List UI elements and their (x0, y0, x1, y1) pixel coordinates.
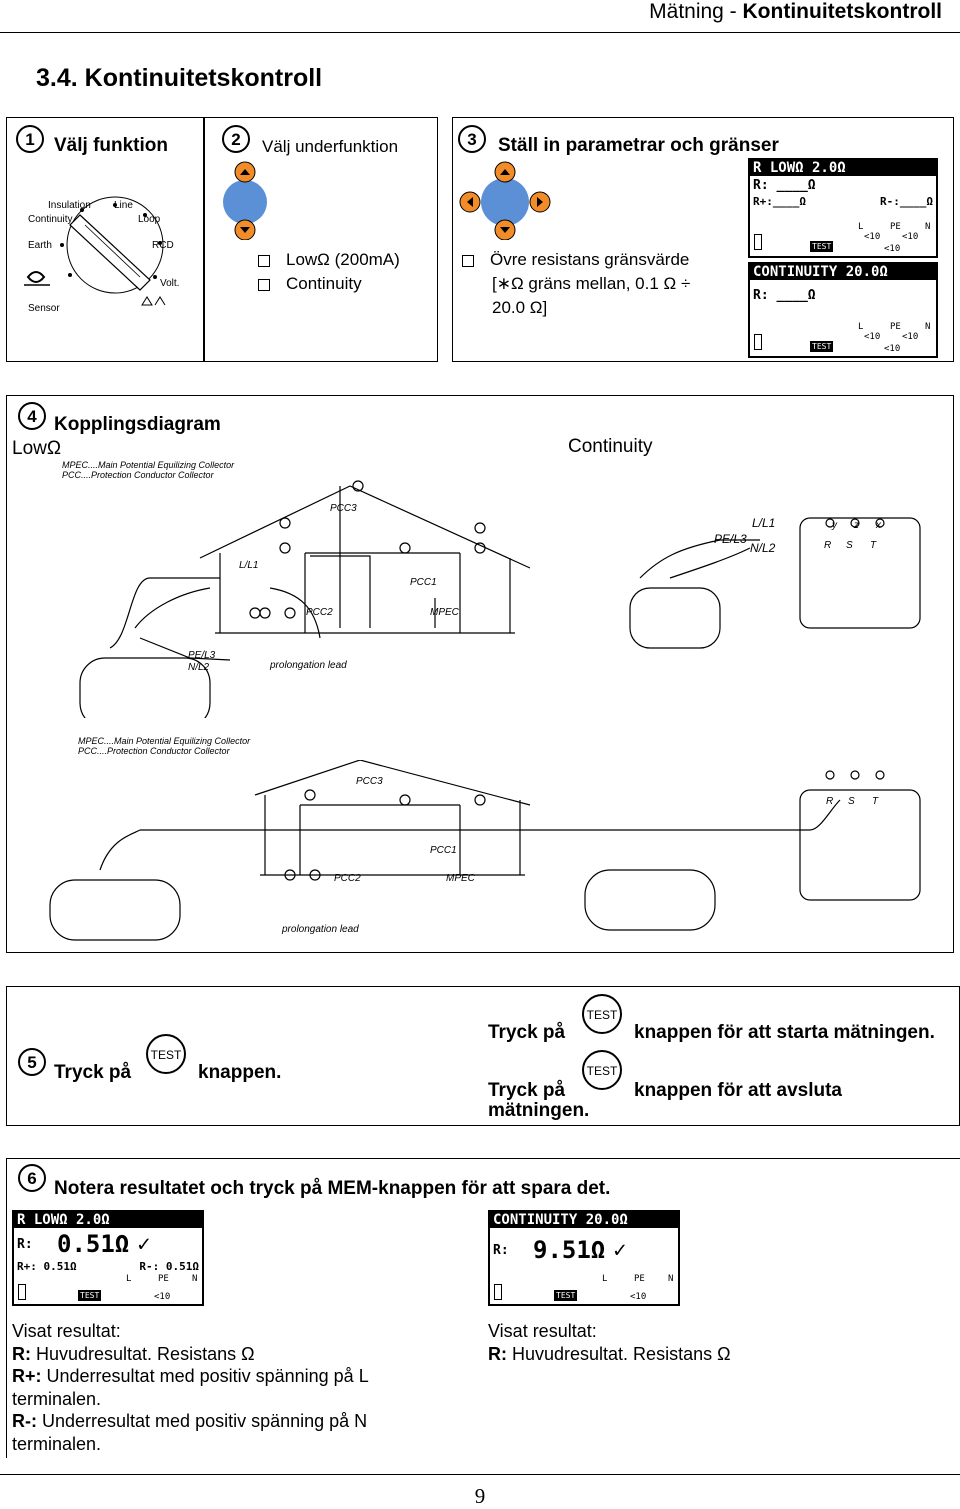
pcc2-label-2: PCC2 (334, 873, 361, 884)
pcc2-label: PCC2 (306, 607, 333, 618)
motor-pe-l3-label: PE/L3 (714, 532, 747, 546)
lcd-pe-label: PE (634, 1274, 645, 1284)
wiring-diagram-lower (40, 760, 940, 945)
prolongation-lead-label: prolongation lead (270, 660, 347, 671)
step1-number: 1 (16, 125, 44, 153)
step5-stop-a: Tryck på (488, 1080, 566, 1101)
left-text-rplus-label: R+: (12, 1366, 42, 1386)
step4-title: Kopplingsdiagram (54, 414, 221, 435)
left-text-line1: Visat resultat: (12, 1321, 121, 1341)
checkbox-icon (258, 255, 270, 267)
lcd-continuity-setup (748, 262, 938, 358)
dial-label-rcd: RCD (152, 240, 174, 251)
battery-icon (754, 234, 762, 250)
l-l1-label: L/L1 (239, 560, 259, 571)
motor-z-label: z (854, 520, 859, 531)
lcd-l-label: L (602, 1274, 608, 1284)
cross-keypad-icon (455, 160, 555, 240)
section-title: 3.4. Kontinuitetskontroll (36, 64, 323, 92)
motor-s-label: S (846, 540, 853, 551)
motor-y-label: y (832, 520, 837, 531)
battery-icon (754, 334, 762, 350)
step5-button-label: knappen. (198, 1062, 282, 1083)
lcd-limit: <10 (154, 1292, 171, 1302)
step2-option-lowohm[interactable]: LowΩ (200mA) (258, 250, 400, 270)
cross-keypad[interactable] (455, 160, 555, 240)
lcd-limit2: <10 (902, 332, 919, 342)
lcd-limit3: <10 (884, 244, 901, 254)
battery-icon (494, 1284, 502, 1300)
legend-mpec: MPEC....Main Potential Equilizing Collector (62, 460, 235, 470)
lcd-n-label: N (668, 1274, 674, 1284)
header-prefix: Mätning - (649, 0, 743, 23)
lcd-title-bar: R LOWΩ 2.0Ω (14, 1212, 202, 1228)
step3-desc-line3: 20.0 Ω] (492, 298, 548, 317)
lcd-title-bar: R LOWΩ 2.0Ω (750, 160, 936, 176)
left-text-r-label: R: (12, 1343, 31, 1364)
lcd-r-value: 9.51Ω (533, 1236, 606, 1264)
motor-x-label: x (876, 520, 881, 531)
step2-option-continuity[interactable]: Continuity (258, 274, 362, 294)
lcd-limit3: <10 (884, 344, 901, 354)
pcc1-label-2: PCC1 (430, 845, 457, 856)
motor-n-l2-label: N/L2 (750, 541, 776, 555)
step5-stop-c: mätningen. (488, 1100, 590, 1121)
header-title: Kontinuitetskontroll (742, 0, 942, 23)
step6-title: Notera resultatet och tryck på MEM-knappen för att spara det. (54, 1178, 611, 1199)
mpec-label-2: MPEC (446, 873, 475, 884)
step1-title: Välj funktion (54, 135, 168, 156)
lcd-limit: <10 (630, 1292, 647, 1302)
pcc3-label: PCC3 (330, 503, 357, 514)
header-divider (0, 32, 960, 33)
lcd-result-lowohm (12, 1210, 204, 1306)
left-text-rplus-desc: Underresultat med positiv spänning på L (41, 1366, 369, 1386)
lcd-n-label: N (192, 1274, 198, 1284)
lcd-rplus: R+:____Ω (753, 195, 806, 208)
left-text-line4: terminalen. (12, 1388, 102, 1409)
lcd-limit1: <10 (864, 232, 881, 242)
lcd-n-label: N (925, 222, 931, 232)
lcd-test-label: TEST (556, 1291, 576, 1300)
lcd-lowohm-setup (748, 158, 938, 258)
lcd-r-line: R: ____Ω (753, 288, 816, 303)
legend-pcc: PCC....Protection Conductor Collector (62, 470, 214, 480)
checkmark-icon: ✓ (613, 1237, 627, 1263)
lcd-result-continuity (488, 1210, 680, 1306)
page-number: 9 (474, 1484, 486, 1508)
motor-r-label-2: R (826, 796, 834, 807)
lcd-test-label: TEST (812, 242, 832, 251)
lcd-title-bar: CONTINUITY 20.0Ω (490, 1212, 678, 1228)
lcd-r-label: R: (17, 1236, 33, 1252)
pcc1-label: PCC1 (410, 577, 437, 588)
right-text-r-desc: Huvudresultat. Resistans Ω (507, 1343, 731, 1364)
right-text-line1: Visat resultat: (488, 1321, 597, 1341)
mpec-label: MPEC (430, 607, 459, 618)
instrument-n-l2-label: N/L2 (188, 662, 210, 673)
step5-stop-b: knappen för att avsluta (634, 1080, 842, 1101)
battery-icon (18, 1284, 26, 1300)
dial-label-sensor: Sensor (28, 303, 60, 314)
step2-title: Välj underfunktion (262, 137, 399, 156)
motor-r-label: R (824, 540, 832, 551)
page-header (0, 0, 942, 24)
lcd-l-label: L (858, 222, 864, 232)
prolongation-lead-label-2: prolongation lead (282, 924, 359, 935)
lcd-r-line: R: ____Ω (753, 178, 816, 193)
dial-label-earth: Earth (28, 240, 52, 251)
checkbox-icon (462, 255, 474, 267)
lcd-pe-label: PE (890, 222, 901, 232)
lcd-test-label: TEST (812, 342, 832, 351)
step4-number: 4 (18, 402, 46, 430)
step2-number: 2 (222, 125, 250, 153)
motor-t-label-2: T (872, 796, 879, 807)
lcd-limit2: <10 (902, 232, 919, 242)
lcd-n-label: N (925, 322, 931, 332)
dial-label-continuity: Continuity (28, 214, 73, 225)
lcd-rplus-value: R+: 0.51Ω (17, 1260, 77, 1273)
lcd-rminus: R-:____Ω (880, 195, 933, 208)
instrument-pe-l3-label: PE/L3 (188, 650, 216, 661)
lcd-pe-label: PE (158, 1274, 169, 1284)
left-text-rminus-label: R-: (12, 1411, 37, 1431)
updown-keypad-icon (220, 160, 270, 240)
legend-mpec-2: MPEC....Main Potential Equilizing Collector (78, 736, 251, 746)
step6-number: 6 (18, 1164, 46, 1192)
step3-title: Ställ in parametrar och gränser (498, 135, 779, 156)
step5-number: 5 (18, 1048, 46, 1076)
left-text-rminus-desc: Underresultat med positiv spänning på N (37, 1411, 368, 1431)
right-text-r-label: R: (488, 1343, 507, 1364)
test-button-start[interactable]: TEST (582, 994, 622, 1034)
legend-pcc-2: PCC....Protection Conductor Collector (78, 746, 230, 756)
test-button-stop[interactable]: TEST (582, 1050, 622, 1090)
updown-keypad[interactable] (220, 160, 270, 240)
lcd-r-label: R: (493, 1242, 509, 1258)
continuity-label: Continuity (568, 436, 653, 457)
lcd-rminus-value: R-: 0.51Ω (139, 1260, 199, 1273)
motor-t-label: T (870, 540, 877, 551)
wiring-diagram-upper (40, 478, 940, 718)
checkmark-icon: ✓ (137, 1231, 151, 1257)
left-text-line6: terminalen. (12, 1433, 102, 1454)
test-button[interactable]: TEST (146, 1034, 186, 1074)
result-description-right (488, 1320, 731, 1365)
motor-s-label-2: S (848, 796, 855, 807)
step5-press-label: Tryck på (54, 1062, 132, 1083)
lcd-limit1: <10 (864, 332, 881, 342)
checkbox-icon (258, 279, 270, 291)
result-description-left (12, 1320, 369, 1455)
footer-divider (0, 1474, 960, 1475)
step3-desc-line1: Övre resistans gränsvärde (462, 250, 689, 270)
dial-label-line: Line (114, 200, 133, 211)
step5-start-a: Tryck på (488, 1022, 566, 1043)
lcd-pe-label: PE (890, 322, 901, 332)
motor-l-l1-label: L/L1 (752, 516, 776, 530)
lcd-title-bar: CONTINUITY 20.0Ω (750, 264, 936, 280)
pcc3-label-2: PCC3 (356, 776, 383, 787)
dial-label-insulation: Insulation (48, 200, 91, 211)
step3-number: 3 (458, 125, 486, 153)
lcd-test-label: TEST (80, 1291, 100, 1300)
step5-start-b: knappen för att starta mätningen. (634, 1022, 935, 1043)
dial-label-volt: Volt. (160, 278, 180, 289)
lcd-l-label: L (858, 322, 864, 332)
lcd-l-label: L (126, 1274, 132, 1284)
dial-label-loop: Loop (138, 214, 161, 225)
lcd-r-value: 0.51Ω (57, 1230, 130, 1258)
left-text-r-desc: Huvudresultat. Resistans Ω (31, 1343, 255, 1364)
lowohm-label: LowΩ (12, 438, 62, 459)
step3-desc-line2: [∗Ω gräns mellan, 0.1 Ω ÷ (492, 274, 691, 293)
